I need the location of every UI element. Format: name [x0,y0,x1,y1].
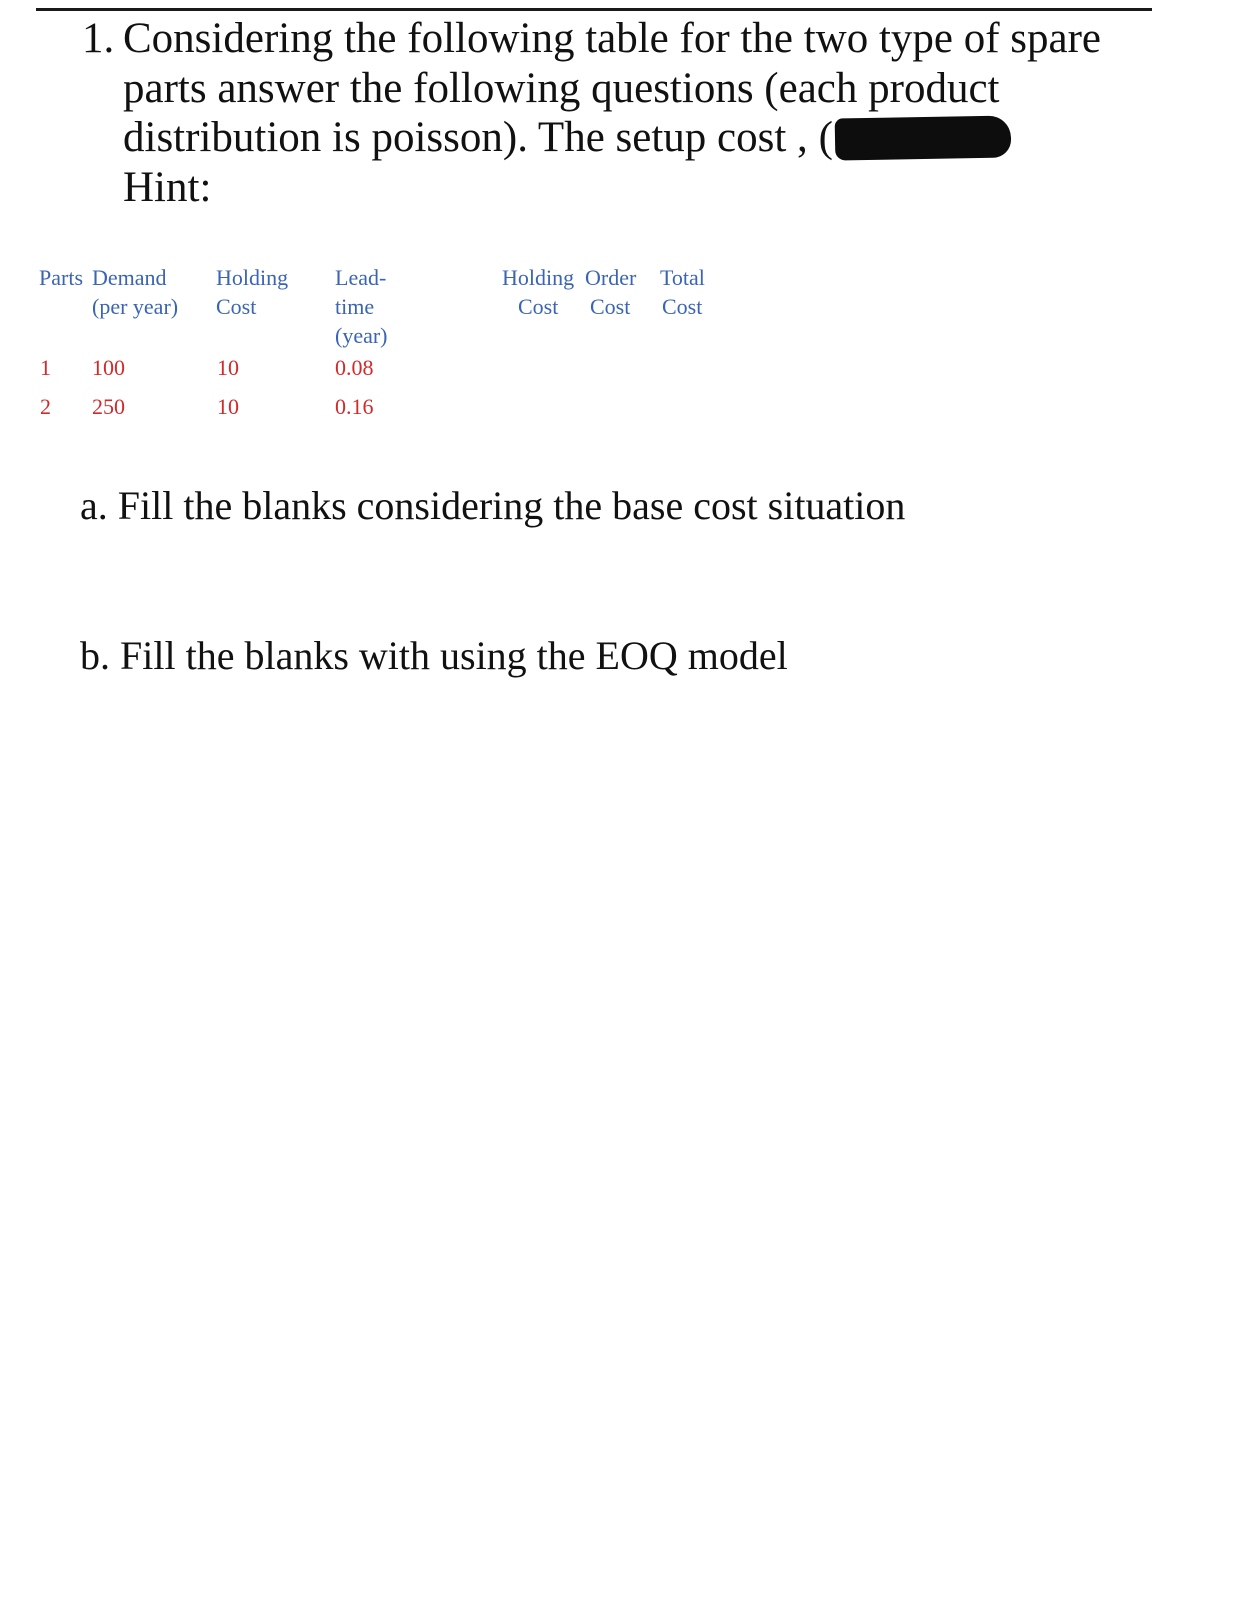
question-part-b: b. Fill the blanks with using the EOQ model [80,633,788,678]
row-2-part: 2 [40,394,51,419]
question-number: 1. [82,15,115,62]
header-holding-cost-result-2: Cost [518,294,559,319]
header-demand: Demand [92,265,167,290]
row-1-holding: 10 [217,355,239,380]
question-line-3-text: distribution is poisson). The setup cost , [123,114,808,161]
header-lead-unit: (year) [335,323,388,348]
row-1-lead-time: 0.08 [335,355,374,380]
header-parts: Parts [39,265,83,290]
header-holding-cost-result: Holding [502,265,575,290]
header-lead: Lead- [335,265,387,290]
question-line-1: Considering the following table for the two type of spare [123,15,1102,62]
header-order-cost: Order [585,265,637,290]
row-2-lead-time: 0.16 [335,394,374,419]
top-rule [36,8,1152,11]
header-demand-unit: (per year) [92,294,179,319]
row-2-holding: 10 [217,394,239,419]
question-hint: Hint: [123,164,212,211]
row-1-demand: 100 [92,355,125,380]
question-line-3 [123,113,1011,162]
header-order-cost-2: Cost [590,294,631,319]
header-total-cost-2: Cost [662,294,703,319]
row-1-part: 1 [40,355,51,380]
header-total-cost: Total [660,265,705,290]
question-line-2: parts answer the following questions (each product [123,65,1000,112]
header-holding: Holding [216,265,289,290]
redaction-open-paren: ( [818,114,833,161]
question-part-a: a. Fill the blanks considering the base cost situation [80,483,906,528]
header-holding-cost: Cost [216,294,257,319]
header-lead-time: time [335,294,375,319]
row-2-demand: 250 [92,394,125,419]
redaction-mark [835,116,1012,161]
